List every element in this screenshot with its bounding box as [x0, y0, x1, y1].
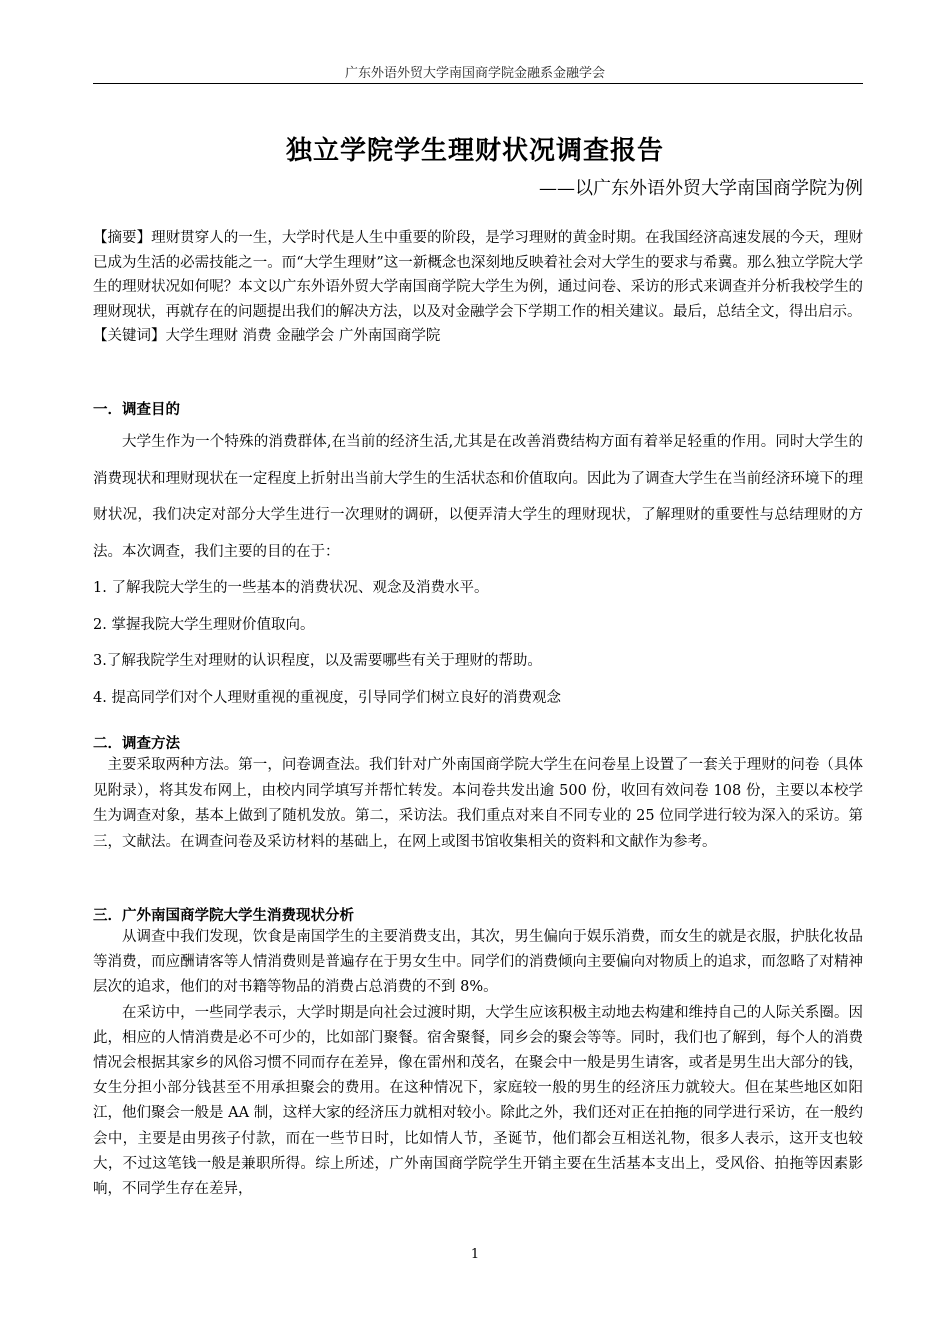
list-item: 1. 了解我院大学生的一些基本的消费状况、观念及消费水平。: [93, 580, 489, 597]
section-method: [93, 732, 863, 855]
section-heading: 二．调查方法: [93, 735, 180, 752]
page-number: 1: [470, 1247, 480, 1262]
section-paragraph: 在采访中，一些同学表示，大学时期是向社会过渡时期，大学生应该积极主动地去构建和维持自己的人际关系圈。因此，相应的人情消费是必不可少的，比如部门聚餐。宿舍聚餐，同乡会的聚会等等。同时，我们也了解到，每个人的消费情况会根据其家乡的风俗习惯不同而存在差异，像在雷州和茂名，在聚会中一般是男生请客，或者是男生出大部分的钱，女生分担小部分钱甚至不用承担聚会的费用。在这种情况下，家庭较一般的男生的经济压力就较大。但在某些地区如阳江，他们聚会一般是 AA 制，这样大家的经济压力就相对较小。除此之外，我们还对正在拍拖的同学进行采访，在一般约会中，主要是由男孩子付款，而在一些节日时，比如情人节，圣诞节，他们都会互相送礼物，很多人表示，这开支也较大，不过这笔钱一般是兼职所得。综上所述，广外南国商学院学生开销主要在生活基本支出上，受风俗、拍拖等因素影响，不同学生存在差异，: [93, 1004, 863, 1198]
section-heading: 三．广外南国商学院大学生消费现状分析: [93, 907, 354, 924]
header-divider: [93, 83, 863, 84]
abstract-text: 【摘要】理财贯穿人的一生，大学时代是人生中重要的阶段，是学习理财的黄金时期。在我国经济高速发展的今天，理财已成为生活的必需技能之一。而“大学生理财”这一新概念也深刻地反映着社会对大学生的要求与希冀。那么独立学院大学生的理财状况如何呢？本文以广东外语外贸大学南国商学院大学生为例，通过问卷、采访的形式来调查并分析我校学生的理财现状，再就存在的问题提出我们的解决方法，以及对金融学会下学期工作的相关建议。最后，总结全文，得出启示。: [93, 230, 863, 320]
list-item: 2. 掌握我院大学生理财价值取向。: [93, 616, 315, 633]
document-subtitle: ——以广东外语外贸大学南国商学院为例: [539, 178, 863, 199]
running-header: 广东外语外贸大学南国商学院金融系金融学会: [344, 66, 605, 81]
section-heading: 一．调查目的: [93, 401, 180, 418]
section-analysis: [93, 904, 863, 1202]
section-body: 大学生作为一个特殊的消费群体,在当前的经济生活,尤其是在改善消费结构方面有着举足轻重的作用。同时大学生的消费现状和理财现状在一定程度上折射出当前大学生的生活状态和价值取向。因此为了调查大学生在当前经济环境下的理财状况，我们决定对部分大学生进行一次理财的调研，以便弄清大学生的理财现状，了解理财的重要性与总结理财的方法。本次调查，我们主要的目的在于：: [93, 434, 863, 560]
section-purpose: [93, 398, 863, 716]
document-title: 独立学院学生理财状况调查报告: [285, 136, 664, 166]
section-paragraph: 从调查中我们发现，饮食是南国学生的主要消费支出，其次，男生偏向于娱乐消费，而女生的就是衣服，护肤化妆品等消费，而应酬请客等人情消费则是普遍存在于男女生中。同学们的消费倾向主要偏向对物质上的追求，而忽略了对精神层次的追求，他们的对书籍等物品的消费占总消费的不到 8%。: [93, 929, 863, 996]
abstract-block: [93, 226, 863, 349]
list-item: 4. 提高同学们对个人理财重视的重视度，引导同学们树立良好的消费观念: [93, 689, 561, 706]
section-body: 主要采取两种方法。第一，问卷调查法。我们针对广外南国商学院大学生在问卷星上设置了一套关于理财的问卷（具体见附录），将其发布网上，由校内同学填写并帮忙转发。本问卷共发出逾 500 份，收回有效问卷 108 份，主要以本校学生为调查对象，基本上做到了随机发放。第二，采访法。我们重点对来自不同专业的 25 位同学进行较为深入的采访。第三，文献法。在调查问卷及采访材料的基础上，在网上或图书馆收集相关的资料和文献作为参考。: [93, 757, 863, 850]
keywords-text: 【关键词】大学生理财 消费 金融学会 广外南国商学院: [93, 328, 441, 344]
list-item: 3.了解我院学生对理财的认识程度，以及需要哪些有关于理财的帮助。: [93, 653, 542, 670]
